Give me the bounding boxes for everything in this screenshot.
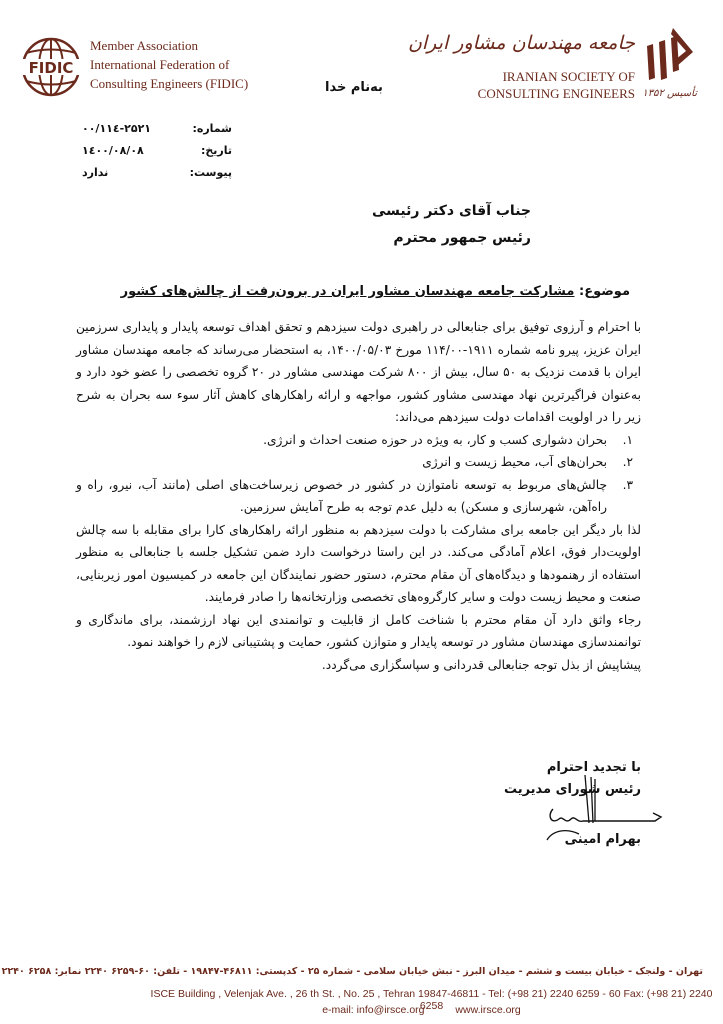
isce-name-en [478,68,635,102]
isce-header [407,26,703,106]
footer-address-fa: تهران - ولنجک - خیابان بیست و ششم - میدان البرز - نبش خیابان سلامی - شماره ۲۵ - کدپستی: ۴۶۸۱۱-۱۹۸۴۷ - تلفن: ۶۰-۶۲۵۹ ۲۲۴۰ نمابر: ۶۲۵۸ ۲۲۴۰ [1,966,703,977]
isce-name-en-line2: CONSULTING ENGINEERS [477,86,635,101]
letter-number-label: شماره: [192,122,232,135]
list-item [76,451,633,474]
isce-logo-icon [643,26,699,88]
paraph-icon [545,828,585,842]
signatory-title: رئیس شورای مدیریت [503,782,641,797]
footer-email-link[interactable]: e-mail: info@irsce.org [322,1004,425,1016]
letter-meta [82,118,232,184]
fidic-globe-logo-icon [20,36,82,98]
list-item [76,474,633,519]
subject-label: موضوع: [579,284,630,299]
meta-attachment-row [82,162,232,184]
letter-attachment-value: ندارد [82,166,109,179]
list-item-text: بحران‌های آب، محیط زیست و انرژی [422,455,607,469]
recipient-title: رئیس جمهور محترم [393,230,531,246]
signature-icon [545,775,665,835]
body-intro-paragraph: با احترام و آرزوی توفیق برای جنابعالی در راهبری دولت سیزدهم و تحقق اهداف توسعه پایدار و پایداری سرزمین ایران عزیز، پیرو نامه شماره ۱۹۱۱-۱۱۴/۰۰ مورخ ۱۴۰۰/۰۵/۰۳، به استحضار می‌رساند که جامعه مهندسان مشاور ایران با قدمت نزدیک به ۵۰ سال، بیش از ۸۰۰ شرکت مهندسی مشاور در ۲۰ گروه تخصصی را عضو خود دارد و به‌عنوان فراگیرترین نهاد مهندسی مشاور کشور، مواجهه و ارائه راهکارهای کاهش آثار سوء سه بحران به شرح زیر را در اولویت اقدامات دولت سیزدهم می‌داند: [76,320,641,424]
isce-name-en-line1: IRANIAN SOCIETY OF [502,69,635,84]
list-item-number: ۳. [622,477,633,492]
footer-website-link[interactable]: www.irsce.org [455,1004,521,1016]
meta-number-row [82,118,232,140]
fidic-member-text [90,36,248,93]
fidic-line: Member Association [90,38,198,53]
letter-attachment-label: پیوست: [189,166,232,179]
closing-regards: با تجدید احترام [546,760,641,775]
footer-address-en: ISCE Building , Velenjak Ave. , 26 th St. , No. 25 , Tehran 19847-46811 - Tel: (+98 21) 2240 6259 - 60 Fax: (+98 21) 2240 6258 [150,988,713,1012]
letter-date-label: تاریخ: [200,144,232,157]
crisis-list [76,429,641,519]
subject-text: مشارکت جامعه مهندسان مشاور ایران در برون‌رفت از چالش‌های کشور [120,284,575,299]
isce-founded-year: تأسیس ۱۳۵۲ [642,88,697,99]
body-paragraph-hope: رجاء واثق دارد آن مقام محترم با شناخت کامل از قابلیت و توانمندی این نهاد ارزشمند، برای ماندگاری و توانمندسازی مهندسان مشاور در توسعه پایدار و متوازن کشور، حمایت و پشتیبانی لازم را خواهند نمود. [76,612,641,649]
isce-name-fa: جامعه مهندسان مشاور ایران [407,32,635,54]
list-item-text: بحران دشواری کسب و کار، به ویژه در حوزه صنعت احداث و انرژی. [263,432,607,447]
subject-line [121,284,630,299]
fidic-line: Consulting Engineers (FIDIC) [90,76,249,91]
recipient-block [372,198,531,252]
list-item [76,429,633,452]
meta-date-row [82,140,232,162]
list-item-text: چالش‌های مربوط به توسعه نامتوازن در کشور در خصوص زیرساخت‌های اصلی (مانند آب، نیرو، راه و راه‌آهن، شهرسازی و مسکن) به دلیل عدم توجه به طرح آمایش سرزمین. [76,477,607,514]
list-item-number: ۱. [622,432,633,447]
fidic-logo-text: FIDIC [28,59,74,77]
letter-number-value: ۰۰/۱۱٤-۲۵۲۱ [82,122,152,135]
letter-body [76,316,641,676]
signatory-name: بهرام امینی [564,832,641,847]
recipient-name: جناب آقای دکتر رئیسی [372,203,531,219]
letter-date-value: ۱٤۰۰/۰۸/۰۸ [82,144,144,157]
fidic-header [20,36,260,100]
list-item-number: ۲. [622,455,633,469]
basmala-heading: به‌نام خدا [325,80,383,95]
fidic-line: International Federation of [90,57,230,72]
body-paragraph-thanks: پیشاپیش از بذل توجه جنابعالی قدردانی و سپاسگزاری می‌گردد. [321,657,641,672]
body-paragraph-request: لذا بار دیگر این جامعه برای مشارکت با دولت سیزدهم به منظور ارائه راهکارهای کارا برای مقابله با سه چالش اولویت‌دار فوق، اعلام آمادگی می‌کند. در این راستا درخواست دارد ضمن تشکیل جلسه با جنابعالی به منظور استفاده از رهنمودها و دیدگاه‌های آن مقام محترم، دستور حضور نمایندگان این جامعه در کمیسیون امور زیربنایی، صنعت و محیط زیست دولت و سایر کارگروه‌های تخصصی وزارتخانه‌ها را صادر فرمایند. [76,522,641,604]
footer-contact [0,1004,723,1016]
